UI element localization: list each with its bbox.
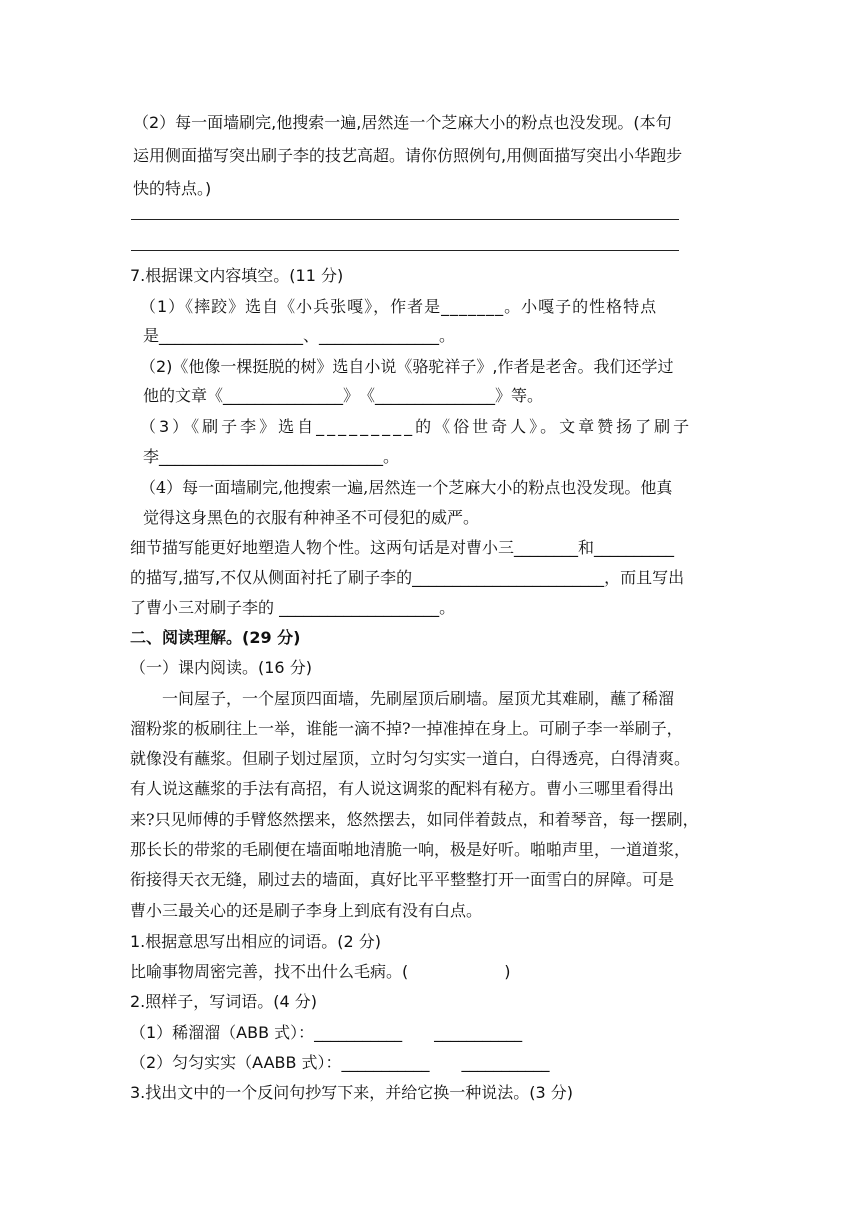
passage-line-3: 就像没有蘸浆。但刷子划过屋顶，立时匀匀实实一道白，白得透亮，白得清爽。 [130, 749, 691, 768]
answer-line-1[interactable] [131, 219, 679, 220]
passage-line-5: 来?只见师傅的手臂悠然摆来，悠然摆去，如同伴着鼓点，和着琴音，每一摆刷， [130, 810, 699, 829]
q1-text[interactable]: 比喻事物周密完善，找不出什么毛病。( ) [130, 962, 511, 981]
answer-line-2[interactable] [131, 250, 679, 251]
passage-line-7: 衔接得天衣无缝，刷过去的墙面，真好比平平整整打开一面雪白的屏障。可是 [130, 870, 675, 889]
q7-detail-line3: 了曹小三对刷子李的 ____________________。 [130, 598, 456, 617]
q7-item1-line2: 是__________________、_______________。 [143, 326, 456, 345]
q7-item1-line1: （1）《摔跤》选自《小兵张嘎》，作者是_______。小嘎子的性格特点 [140, 297, 658, 316]
q7-item2-line1: （2)《他像一棵挺脱的树》选自小说《骆驼祥子》,作者是老舍。我们还学过 [140, 357, 674, 376]
q7-heading: 7.根据课文内容填空。(11 分) [130, 266, 344, 285]
passage-line-2: 溜粉浆的板刷往上一举，谁能一滴不掉?一掉准掉在身上。可刷子李一举刷子， [130, 719, 683, 738]
q7-detail-line2: 的描写,描写,不仅从侧面衬托了刷子李的________________________，而且写出 [130, 568, 685, 587]
q7-item2-line2: 他的文章《_______________》 《_______________》等。 [143, 386, 544, 405]
q2-item1[interactable]: （1）稀溜溜（ABB 式）：___________ ___________ [130, 1023, 523, 1042]
q7-item3-line1: （3）《刷子李》选自_________的《俗世奇人》。文章赞扬了刷子 [140, 417, 693, 436]
section2-sub1: （一）课内阅读。(16 分) [130, 658, 312, 677]
q3-heading: 3.找出文中的一个反问句抄写下来，并给它换一种说法。(3 分) [130, 1083, 574, 1102]
q6-2-line-3: 快的特点。) [133, 179, 212, 198]
q7-item4-line2: 觉得这身黑色的衣服有种神圣不可侵犯的威严。 [143, 508, 480, 527]
passage-line-4: 有人说这蘸浆的手法有高招，有人说这调浆的配料有秘方。曹小三哪里看得出 [130, 779, 675, 798]
q7-item4-line1: （4）每一面墙刷完,他搜索一遍,居然连一个芝麻大小的粉点也没发现。他真 [140, 478, 673, 497]
passage-line-8: 曹小三最关心的还是刷子李身上到底有没有白点。 [130, 901, 483, 920]
q2-item2[interactable]: （2）匀匀实实（AABB 式）：___________ ___________ [130, 1053, 550, 1072]
q6-2-line-1: （2）每一面墙刷完,他搜索一遍,居然连一个芝麻大小的粉点也没发现。(本句 [133, 113, 672, 132]
q6-2-line-2: 运用侧面描写突出刷子李的技艺高超。请你仿照例句,用侧面描写突出小华跑步 [133, 146, 683, 165]
q1-heading: 1.根据意思写出相应的词语。(2 分) [130, 932, 382, 951]
q7-item3-line2: 李____________________________。 [143, 447, 400, 466]
passage-line-6: 那长长的带浆的毛刷便在墙面啪地清脆一响，极是好听。啪啪声里，一道道浆， [130, 840, 691, 859]
section2-heading: 二、阅读理解。(29 分) [130, 628, 301, 647]
passage-line-1: 一间屋子，一个屋顶四面墙，先刷屋顶后刷墙。屋顶尤其难刷，蘸了稀溜 [130, 689, 675, 708]
q2-heading: 2.照样子，写词语。(4 分) [130, 992, 318, 1011]
q7-detail-line1: 细节描写能更好地塑造人物个性。这两句话是对曹小三________和__________ [130, 538, 675, 557]
